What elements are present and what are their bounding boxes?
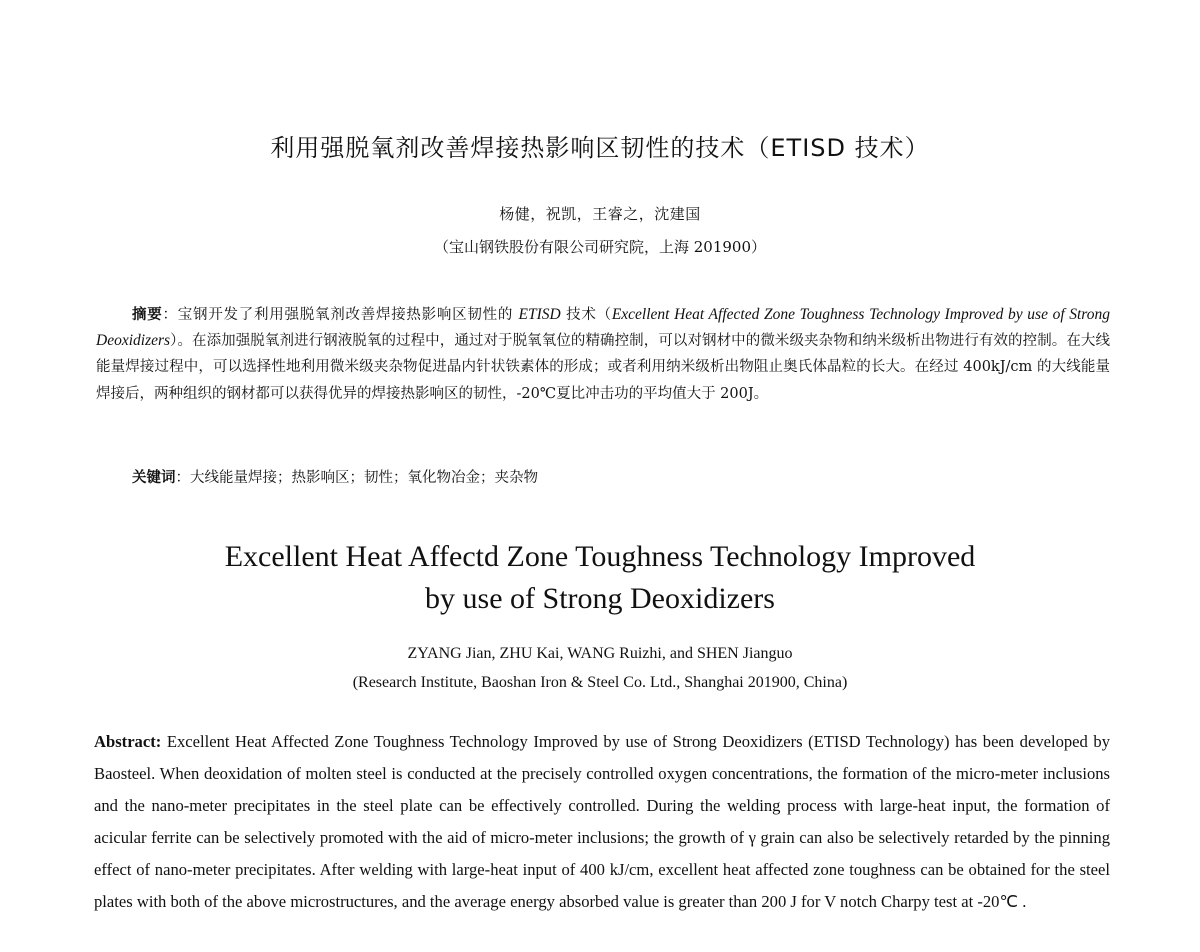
chinese-abstract-text-1: 宝钢开发了利用强脱氧剂改善焊接热影响区韧性的 (177, 307, 519, 323)
chinese-abstract-label: 摘要 (132, 306, 163, 323)
english-title-line-1: Excellent Heat Affectd Zone Toughness Technology Improved (224, 540, 976, 573)
chinese-abstract-separator: ： (162, 307, 178, 323)
chinese-keywords-list: 大线能量焊接；热影响区；韧性；氧化物冶金；夹杂物 (190, 470, 538, 486)
chinese-keywords-separator: ： (175, 470, 190, 486)
chinese-abstract (96, 302, 1110, 407)
chinese-abstract-etisd: ETISD (518, 306, 561, 323)
english-affiliation: (Research Institute, Baoshan Iron & Steel Co. Ltd., Shanghai 201900, China) (352, 674, 848, 691)
chinese-affiliation: （宝山钢铁股份有限公司研究院，上海 201900） (433, 238, 767, 256)
english-title-line-2: by use of Strong Deoxidizers (425, 582, 775, 615)
english-abstract-text: Excellent Heat Affected Zone Toughness Technology Improved by use of Strong Deoxidizers (ETISD Technology) has been developed by Baosteel. When deoxidation of molten steel is conducted at the precisely controlled oxygen concentrations, the formation of the micro-meter inclusions and the nano-meter precipitates in the steel plate can be effectively controlled. During the welding process with large-heat input, the formation of acicular ferrite can be selectively promoted with the aid of micro-meter inclusions; the growth of γ grain can also be selectively retarded by the pinning effect of nano-meter precipitates. After welding with large-heat input of 400 kJ/cm, excellent heat affected zone toughness can be obtained for the steel plates with both of the above microstructures, and the average energy absorbed value is greater than 200 J for V notch Charpy test at -20℃ . (94, 732, 1110, 911)
english-authors: ZYANG Jian, ZHU Kai, WANG Ruizhi, and SHEN Jianguo (407, 645, 793, 662)
english-abstract-label: Abstract: (94, 732, 162, 751)
chinese-title: 利用强脱氧剂改善焊接热影响区韧性的技术（ETISD 技术） (270, 134, 930, 162)
chinese-abstract-english-name: Excellent Heat Affected Zone Toughness Technology Improved by use of Strong Deoxidizers (96, 306, 1111, 350)
chinese-keywords (132, 466, 1112, 487)
chinese-abstract-text-2: 技术（ (560, 307, 612, 323)
english-abstract (94, 726, 1110, 918)
english-title (0, 536, 1200, 620)
chinese-keywords-label: 关键词 (132, 469, 176, 486)
chinese-authors: 杨健，祝凯，王睿之，沈建国 (499, 205, 701, 223)
chinese-abstract-text-3: ）。在添加强脱氧剂进行钢液脱氧的过程中，通过对于脱氧氧位的精确控制，可以对钢材中的微米级夹杂物和纳米级析出物进行有效的控制。在大线能量焊接过程中，可以选择性地利用微米级夹杂物促进晶内针状铁素体的形成；或者利用纳米级析出物阻止奥氏体晶粒的长大。在经过 400kJ/cm 的大线能量焊接后，两种组织的钢材都可以获得优异的焊接热影响区的韧性，-20℃夏比冲击功的平均值大于 200J。 (96, 333, 1110, 402)
